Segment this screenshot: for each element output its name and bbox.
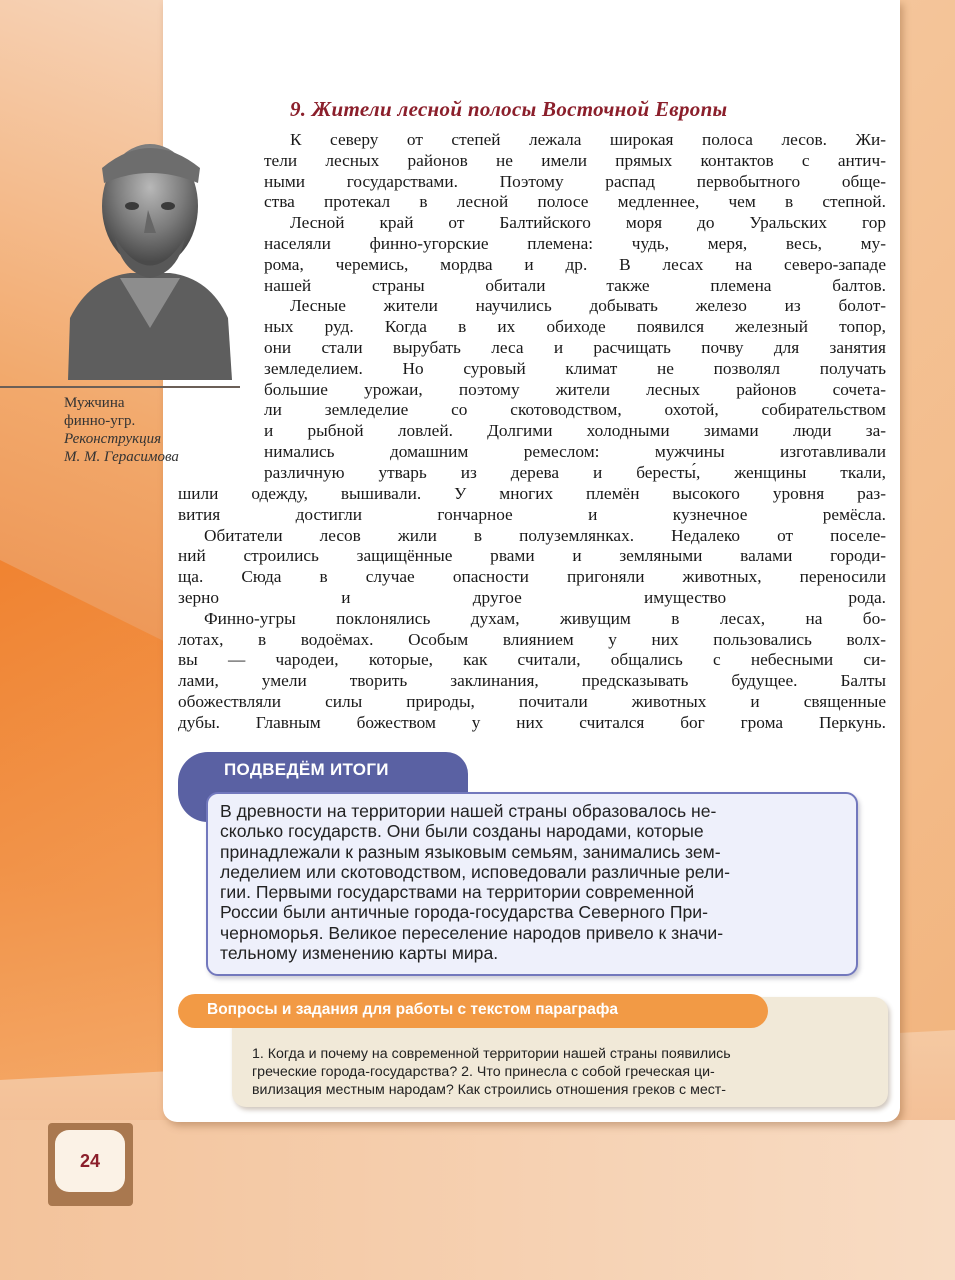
summary-line: России были античные города-государства Северного При- [220, 902, 708, 923]
text-line: тели лесных районов не имели прямых контактов с антич- [264, 150, 886, 170]
summary-line: В древности на территории нашей страны образовалось не- [220, 801, 717, 821]
text-line: земледелием. Но суровый климат не позволял получать [264, 358, 886, 378]
question-line: вилизация местным народам? Как строились отношения греков с мест- [252, 1082, 727, 1098]
text-line: и рыбной ловлей. Долгими холодными зимами люди за- [264, 421, 886, 441]
questions-text [252, 1045, 862, 1099]
text-line: шили одежду, вышивали. У многих племён высокого уровня раз- [178, 484, 886, 503]
summary-line: принадлежали к разным языковым семьям, занимались зем- [220, 841, 721, 862]
question-line: 1. Когда и почему на современной территории нашей страны появились [252, 1046, 731, 1062]
text-line: лотах, в водоёмах. Особым влиянием у них пользовались волх- [178, 629, 886, 649]
summary-line: тельному изменению карты мира. [220, 943, 499, 964]
text-line: они стали вырубать леса и расчищать почву для занятия [264, 337, 886, 357]
body-text [264, 130, 886, 484]
text-line: К северу от степей лежала широкая полоса лесов. Жи- [290, 130, 886, 149]
body-text [178, 484, 886, 734]
text-line: ства протекал в лесной полосе медленнее, чем в степной. [264, 192, 886, 212]
caption-line: М. М. Герасимова [64, 449, 179, 465]
summary-line: гии. Первыми государствами на территории современной [220, 882, 695, 903]
caption-line: Мужчина [64, 395, 125, 411]
text-line: ными государствами. Поэтому распад первобытного обще- [264, 171, 886, 191]
text-line: Обитатели лесов жили в полуземлянках. Недалеко от поселе- [204, 525, 886, 545]
text-line: ли земледелие со скотоводством, охотой, собирательством [264, 400, 886, 420]
text-line: большие урожаи, поэтому жители лесных районов сочета- [264, 379, 886, 399]
questions-heading: Вопросы и задания для работы с текстом параграфа [207, 1001, 619, 1018]
background-bottom [0, 1120, 955, 1280]
text-line: нашей страны обитали также племена балтов. [264, 275, 886, 295]
text-line: лами, умели творить заклинания, предсказывать будущее. Балты [178, 671, 886, 691]
summary-line: черноморья. Великое переселение народов привело к значи- [220, 922, 724, 943]
caption-divider [0, 386, 240, 388]
caption-line: Реконструкция [64, 431, 162, 447]
text-line: зерно и другое имущество рода. [178, 587, 886, 607]
figure-caption [64, 394, 234, 466]
text-line: Финно-угры поклонялись духам, живущим в лесах, на бо- [204, 608, 886, 628]
text-line: населяли финно-угорские племена: чудь, меря, весь, му- [264, 233, 886, 253]
text-line: различную утварь из дерева и бересты́, женщины ткали, [264, 462, 886, 482]
summary-text [220, 801, 842, 963]
text-line: дубы. Главным божеством у них считался бог грома Перкунь. [178, 712, 886, 732]
text-line: рома, черемись, мордва и др. В лесах на северо-западе [264, 254, 886, 274]
text-line: ных руд. Когда в их обиходе появился железный топор, [264, 317, 886, 337]
summary-heading: ПОДВЕДЁМ ИТОГИ [224, 760, 389, 779]
summary-line: леделием или скотоводством, исповедовали различные рели- [220, 861, 730, 882]
text-line: ща. Сюда в случае опасности пригоняли животных, переносили [178, 567, 886, 587]
text-line: обожествляли силы природы, почитали животных и священные [178, 691, 886, 711]
page-number: 24 [55, 1130, 125, 1192]
summary-line: сколько государств. Они были созданы народами, которые [220, 821, 704, 842]
text-line: Лесной край от Балтийского моря до Уральских гор [290, 213, 886, 233]
text-line: вития достигли гончарное и кузнечное ремёсла. [178, 504, 886, 524]
question-line: греческие города-государства? 2. Что принесла с собой греческая ци- [252, 1064, 715, 1080]
text-line: нимались домашним ремеслом: мужчины изготавливали [264, 441, 886, 461]
caption-line: финно-угр. [64, 413, 136, 429]
bust-illustration [60, 128, 240, 380]
text-line: ний строились защищённые рвами и земляными валами городи- [178, 546, 886, 566]
text-line: вы — чародеи, которые, как считали, общались с небесными си- [178, 650, 886, 670]
text-line: Лесные жители научились добывать железо из болот- [290, 296, 886, 316]
section-title: 9. Жители лесной полосы Восточной Европы [290, 97, 728, 121]
